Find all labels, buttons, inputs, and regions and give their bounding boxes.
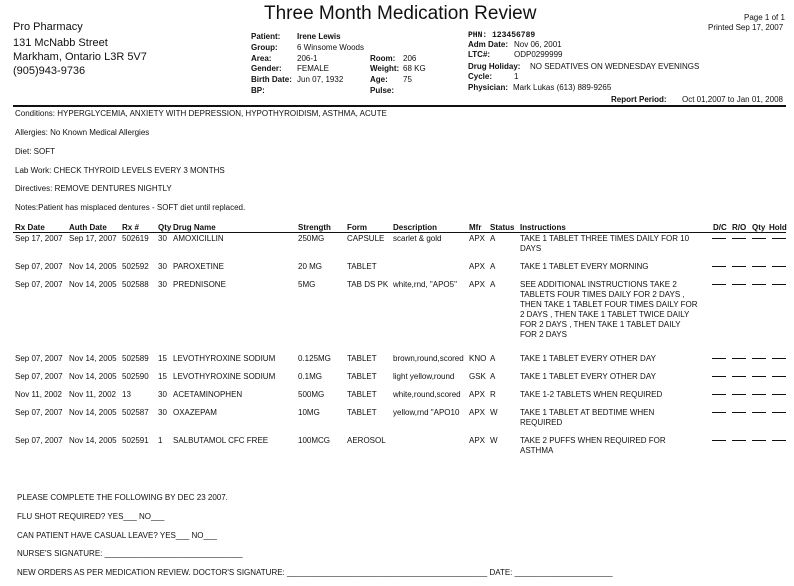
- conditions-text: Conditions: HYPERGLYCEMIA, ANXIETY WITH DEPRESSION, HYPOTHYROIDISM, ASTHMA, ACUTE: [15, 109, 387, 118]
- pharmacy-address-line1: 131 McNabb Street: [13, 37, 108, 49]
- auth-date: Nov 14, 2005: [69, 408, 117, 417]
- description: white,rnd, "APO5": [393, 280, 457, 289]
- strength: 5MG: [298, 280, 316, 289]
- qty: 1: [158, 436, 163, 445]
- mfr: APX: [469, 436, 486, 445]
- drug-name: LEVOTHYROXINE SODIUM: [173, 354, 276, 363]
- doctor-signature-line[interactable]: NEW ORDERS AS PER MEDICATION REVIEW. DOCTOR'S SIGNATURE: _____________________________________________ DATE: ______________________: [17, 568, 613, 577]
- status: W: [490, 436, 498, 445]
- rx-number: 502587: [122, 408, 149, 417]
- header-hold: Hold: [769, 223, 787, 232]
- allergies-text: Allergies: No Known Medical Allergies: [15, 128, 150, 137]
- patient-name: Irene Lewis: [297, 32, 341, 41]
- nurse-signature-line[interactable]: NURSE'S SIGNATURE: _______________________________: [17, 549, 243, 558]
- adm-date-label: Adm Date:: [468, 40, 509, 49]
- description: yellow,rnd "APO10: [393, 408, 460, 417]
- form: TABLET: [347, 262, 377, 271]
- adm-date-value: Nov 06, 2001: [514, 40, 562, 49]
- drug-holiday-label: Drug Holiday:: [468, 62, 521, 71]
- form: CAPSULE: [347, 234, 385, 243]
- strength: 20 MG: [298, 262, 323, 271]
- drug-name: LEVOTHYROXINE SODIUM: [173, 372, 276, 381]
- strength: 10MG: [298, 408, 320, 417]
- rx-number: 502592: [122, 262, 149, 271]
- status: A: [490, 354, 496, 363]
- area-value: 206-1: [297, 54, 318, 63]
- header-rx-number: Rx #: [122, 223, 139, 232]
- bp-label: BP:: [251, 86, 265, 95]
- form: TABLET: [347, 354, 377, 363]
- room-value: 206: [403, 54, 417, 63]
- lab-work-text: Lab Work: CHECK THYROID LEVELS EVERY 3 MONTHS: [15, 166, 225, 175]
- auth-date: Sep 17, 2007: [69, 234, 117, 243]
- mfr: APX: [469, 262, 486, 271]
- status: R: [490, 390, 496, 399]
- strength: 0.1MG: [298, 372, 323, 381]
- rx-date: Sep 07, 2007: [15, 262, 63, 271]
- notes-text: Notes:Patient has misplaced dentures - SOFT diet until replaced.: [15, 203, 246, 212]
- age-value: 75: [403, 75, 412, 84]
- header-qty: Qty: [158, 223, 172, 232]
- gender-value: FEMALE: [297, 64, 330, 73]
- rx-number: 502588: [122, 280, 149, 289]
- report-period-label: Report Period:: [611, 95, 667, 104]
- qty: 30: [158, 234, 167, 243]
- qty: 30: [158, 262, 167, 271]
- status: A: [490, 262, 496, 271]
- header-dc: D/C: [713, 223, 727, 232]
- instructions: TAKE 1-2 TABLETS WHEN REQUIRED: [520, 390, 663, 399]
- auth-date: Nov 11, 2002: [69, 390, 116, 399]
- rx-number: 502590: [122, 372, 149, 381]
- strength: 250MG: [298, 234, 325, 243]
- flu-shot-question[interactable]: FLU SHOT REQUIRED? YES___ NO___: [17, 512, 165, 521]
- complete-by-text: PLEASE COMPLETE THE FOLLOWING BY DEC 23 2007.: [17, 493, 228, 502]
- header-auth-date: Auth Date: [69, 223, 107, 232]
- rx-number: 502589: [122, 354, 149, 363]
- qty: 30: [158, 390, 167, 399]
- rx-date: Sep 07, 2007: [15, 436, 63, 445]
- pulse-label: Pulse:: [370, 86, 395, 95]
- instructions: TAKE 1 TABLET AT BEDTIME WHEN REQUIRED: [520, 408, 655, 427]
- phn-value: PHN: 123456789: [468, 31, 536, 40]
- page-title: Three Month Medication Review: [264, 3, 537, 24]
- instructions: TAKE 2 PUFFS WHEN REQUIRED FOR ASTHMA: [520, 436, 666, 455]
- header-status: Status: [490, 223, 515, 232]
- birth-date-label: Birth Date:: [251, 75, 292, 84]
- mfr: APX: [469, 408, 486, 417]
- drug-name: PREDNISONE: [173, 280, 226, 289]
- report-period-value: Oct 01,2007 to Jan 01, 2008: [682, 95, 783, 104]
- header-ro: R/O: [732, 223, 747, 232]
- rx-number: 502591: [122, 436, 149, 445]
- pharmacy-phone: (905)943-9736: [13, 65, 86, 77]
- strength: 100MCG: [298, 436, 331, 445]
- weight-value: 68 KG: [403, 64, 426, 73]
- header-divider: [13, 105, 786, 107]
- status: A: [490, 280, 496, 289]
- mfr: APX: [469, 390, 486, 399]
- auth-date: Nov 14, 2005: [69, 280, 117, 289]
- page-number: Page 1 of 1: [744, 13, 785, 22]
- physician-label: Physician:: [468, 83, 509, 92]
- pharmacy-address-line2: Markham, Ontario L3R 5V7: [13, 51, 147, 63]
- mfr: APX: [469, 234, 486, 243]
- drug-name: PAROXETINE: [173, 262, 224, 271]
- status: A: [490, 234, 496, 243]
- rx-number: 502619: [122, 234, 149, 243]
- gender-label: Gender:: [251, 64, 282, 73]
- mfr: GSK: [469, 372, 486, 381]
- age-label: Age:: [370, 75, 388, 84]
- auth-date: Nov 14, 2005: [69, 436, 117, 445]
- drug-name: OXAZEPAM: [173, 408, 217, 417]
- mfr: APX: [469, 280, 486, 289]
- instructions: TAKE 1 TABLET EVERY OTHER DAY: [520, 354, 656, 363]
- rx-date: Sep 07, 2007: [15, 408, 63, 417]
- header-description: Description: [393, 223, 438, 232]
- form: AEROSOL: [347, 436, 386, 445]
- header-rx-date: Rx Date: [15, 223, 45, 232]
- group-value: 6 Winsome Woods: [297, 43, 364, 52]
- directives-text: Directives: REMOVE DENTURES NIGHTLY: [15, 184, 172, 193]
- room-label: Room:: [370, 54, 396, 63]
- qty: 30: [158, 408, 167, 417]
- form: TABLET: [347, 372, 377, 381]
- header-mfr: Mfr: [469, 223, 482, 232]
- strength: 500MG: [298, 390, 325, 399]
- description: scarlet & gold: [393, 234, 442, 243]
- instructions: TAKE 1 TABLET EVERY OTHER DAY: [520, 372, 656, 381]
- form: TABLET: [347, 390, 377, 399]
- rx-date: Sep 07, 2007: [15, 354, 63, 363]
- patient-label: Patient:: [251, 32, 281, 41]
- header-instructions: Instructions: [520, 223, 566, 232]
- auth-date: Nov 14, 2005: [69, 372, 117, 381]
- rx-date: Sep 17, 2007: [15, 234, 63, 243]
- rx-date: Sep 07, 2007: [15, 372, 63, 381]
- status: A: [490, 372, 496, 381]
- physician-value: Mark Lukas (613) 889-9265: [513, 83, 612, 92]
- auth-date: Nov 14, 2005: [69, 354, 117, 363]
- table-header-divider: [13, 232, 786, 233]
- diet-text: Diet: SOFT: [15, 147, 56, 156]
- birth-date-value: Jun 07, 1932: [297, 75, 344, 84]
- weight-label: Weight:: [370, 64, 400, 73]
- qty: 15: [158, 372, 167, 381]
- area-label: Area:: [251, 54, 272, 63]
- description: brown,round,scored: [393, 354, 464, 363]
- mfr: KNO: [469, 354, 487, 363]
- cycle-label: Cycle:: [468, 72, 493, 81]
- instructions: TAKE 1 TABLET THREE TIMES DAILY FOR 10 DAYS: [520, 234, 690, 253]
- cycle-value: 1: [514, 72, 519, 81]
- header-drug-name: Drug Name: [173, 223, 216, 232]
- form: TAB DS PK: [347, 280, 389, 289]
- ltc-label: LTC#:: [468, 50, 491, 59]
- casual-leave-question[interactable]: CAN PATIENT HAVE CASUAL LEAVE? YES___ NO___: [17, 531, 217, 540]
- form: TABLET: [347, 408, 377, 417]
- ltc-value: ODP0299999: [514, 50, 563, 59]
- status: W: [490, 408, 498, 417]
- strength: 0.125MG: [298, 354, 331, 363]
- auth-date: Nov 14, 2005: [69, 262, 117, 271]
- qty: 15: [158, 354, 167, 363]
- rx-date: Nov 11, 2002: [15, 390, 62, 399]
- pharmacy-name: Pro Pharmacy: [13, 21, 83, 33]
- instructions: SEE ADDITIONAL INSTRUCTIONS TAKE 2 TABLETS FOUR TIMES DAILY FOR 2 DAYS , THEN TAKE 1 TABLET FOUR TIMES DAILY FOR 2 DAYS , THEN TAKE 1 TABLET TWICE DAILY FOR 2 DAYS , THEN TAKE 1 TABLET DAILY FOR 2 DAYS: [520, 280, 698, 339]
- drug-holiday-value: NO SEDATIVES ON WEDNESDAY EVENINGS: [530, 62, 700, 71]
- instructions: TAKE 1 TABLET EVERY MORNING: [520, 262, 649, 271]
- header-qty-review: Qty: [752, 223, 766, 232]
- rx-date: Sep 07, 2007: [15, 280, 63, 289]
- description: white,round,scored: [393, 390, 461, 399]
- header-strength: Strength: [298, 223, 331, 232]
- description: light yellow,round: [393, 372, 455, 381]
- drug-name: ACETAMINOPHEN: [173, 390, 243, 399]
- drug-name: AMOXICILLIN: [173, 234, 224, 243]
- header-form: Form: [347, 223, 367, 232]
- qty: 30: [158, 280, 167, 289]
- printed-date: Printed Sep 17, 2007: [708, 23, 784, 32]
- rx-number: 13: [122, 390, 131, 399]
- group-label: Group:: [251, 43, 278, 52]
- drug-name: SALBUTAMOL CFC FREE: [173, 436, 269, 445]
